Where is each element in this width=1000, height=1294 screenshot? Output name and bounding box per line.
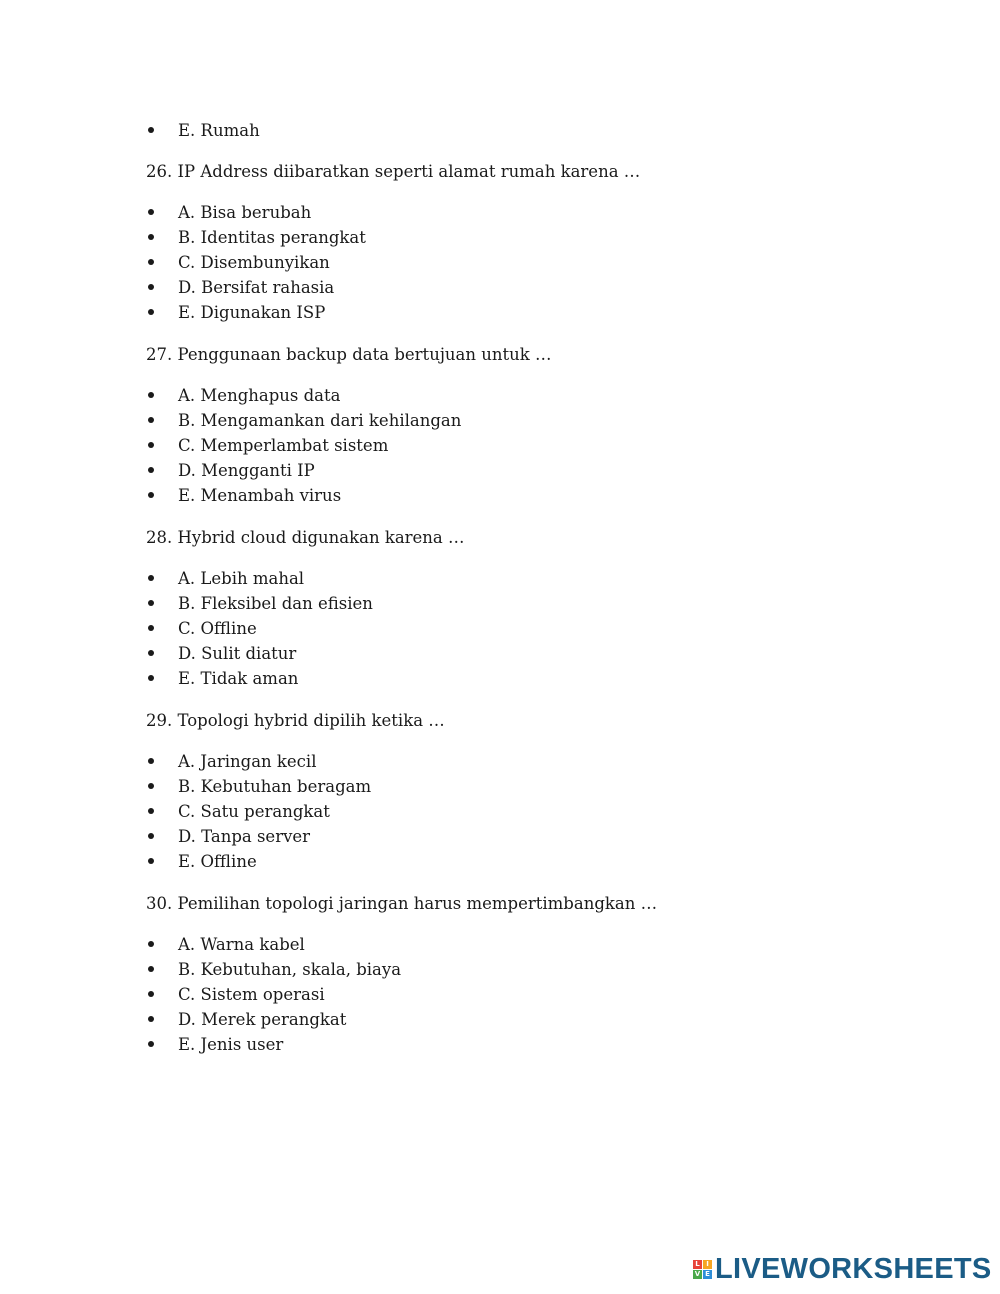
option-item [146, 824, 310, 848]
option-label: E. Rumah [178, 120, 260, 140]
option-item [146, 225, 366, 249]
option-item [146, 982, 325, 1006]
option-item [146, 383, 341, 407]
option-label: E. Offline [178, 851, 257, 871]
liveworksheets-logo[interactable] [693, 1254, 992, 1284]
option-item [146, 616, 257, 640]
option-label: B. Kebutuhan, skala, biaya [178, 959, 402, 979]
bullet-icon [148, 783, 154, 789]
bullet-icon [148, 467, 154, 473]
option-label: C. Offline [178, 618, 257, 638]
option-label: E. Menambah virus [178, 485, 342, 505]
bullet-icon [148, 758, 154, 764]
option-item [146, 749, 316, 773]
option-item [146, 641, 296, 665]
bullet-icon [148, 442, 154, 448]
logo-mark-l: L [693, 1260, 702, 1269]
option-item [146, 566, 304, 590]
bullet-icon [148, 991, 154, 997]
logo-mark-v: V [694, 1269, 701, 1278]
option-item [146, 483, 341, 507]
option-item [146, 666, 298, 690]
bullet-icon [148, 127, 154, 133]
bullet-icon [148, 259, 154, 265]
option-label: C. Satu perangkat [178, 801, 330, 821]
question-28-text: 28. Hybrid cloud digunakan karena … [146, 527, 465, 547]
question-29-text: 29. Topologi hybrid dipilih ketika … [146, 710, 445, 730]
option-label: E. Jenis user [178, 1034, 284, 1054]
bullet-icon [148, 858, 154, 864]
option-label: E. Tidak aman [178, 668, 299, 688]
option-label: C. Disembunyikan [178, 252, 330, 272]
bullet-icon [148, 575, 154, 581]
bullet-icon [148, 209, 154, 215]
liveworksheets-logo-icon [693, 1260, 712, 1279]
option-label: A. Lebih mahal [178, 568, 305, 588]
option-item [146, 300, 325, 324]
bullet-icon [148, 600, 154, 606]
option-label: D. Mengganti IP [178, 460, 315, 480]
question-30-text: 30. Pemilihan topologi jaringan harus mempertimbangkan … [146, 893, 658, 913]
logo-mark-e: E [703, 1270, 712, 1279]
option-item [146, 250, 330, 274]
option-item [146, 957, 401, 981]
option-label: A. Warna kabel [178, 934, 305, 954]
option-item [146, 849, 257, 873]
option-label: B. Identitas perangkat [178, 227, 366, 247]
bullet-icon [148, 966, 154, 972]
option-item [146, 275, 334, 299]
bullet-icon [148, 417, 154, 423]
bullet-icon [148, 234, 154, 240]
option-label: C. Sistem operasi [178, 984, 325, 1004]
option-label: B. Kebutuhan beragam [178, 776, 372, 796]
option-item [146, 1032, 283, 1056]
bullet-icon [148, 392, 154, 398]
bullet-icon [148, 492, 154, 498]
bullet-icon [148, 833, 154, 839]
option-label: D. Bersifat rahasia [178, 277, 335, 297]
option-item [146, 774, 371, 798]
option-label: E. Digunakan ISP [178, 302, 326, 322]
option-label: B. Mengamankan dari kehilangan [178, 410, 462, 430]
option-label: A. Jaringan kecil [178, 751, 317, 771]
question-27-text: 27. Penggunaan backup data bertujuan untuk … [146, 344, 552, 364]
option-label: A. Bisa berubah [178, 202, 312, 222]
option-label: D. Tanpa server [178, 826, 311, 846]
bullet-icon [148, 284, 154, 290]
option-item [146, 932, 305, 956]
bullet-icon [148, 941, 154, 947]
option-item [146, 433, 388, 457]
question-26-text: 26. IP Address diibaratkan seperti alamat rumah karena … [146, 161, 641, 181]
logo-wordmark: LIVEWORKSHEETS [715, 1252, 992, 1285]
bullet-icon [148, 1041, 154, 1047]
bullet-icon [148, 625, 154, 631]
bullet-icon [148, 675, 154, 681]
option-label: C. Memperlambat sistem [178, 435, 389, 455]
bullet-icon [148, 309, 154, 315]
option-label: D. Merek perangkat [178, 1009, 347, 1029]
option-item [146, 591, 373, 615]
option-item [146, 458, 315, 482]
option-item [146, 799, 330, 823]
bullet-icon [148, 650, 154, 656]
option-label: B. Fleksibel dan efisien [178, 593, 373, 613]
option-item [146, 1007, 346, 1031]
option-item [146, 200, 311, 224]
bullet-icon [148, 808, 154, 814]
bullet-icon [148, 1016, 154, 1022]
option-label: D. Sulit diatur [178, 643, 297, 663]
option-item [146, 408, 461, 432]
option-label: A. Menghapus data [178, 385, 341, 405]
logo-mark-i: I [703, 1260, 712, 1269]
option-item [146, 118, 260, 142]
